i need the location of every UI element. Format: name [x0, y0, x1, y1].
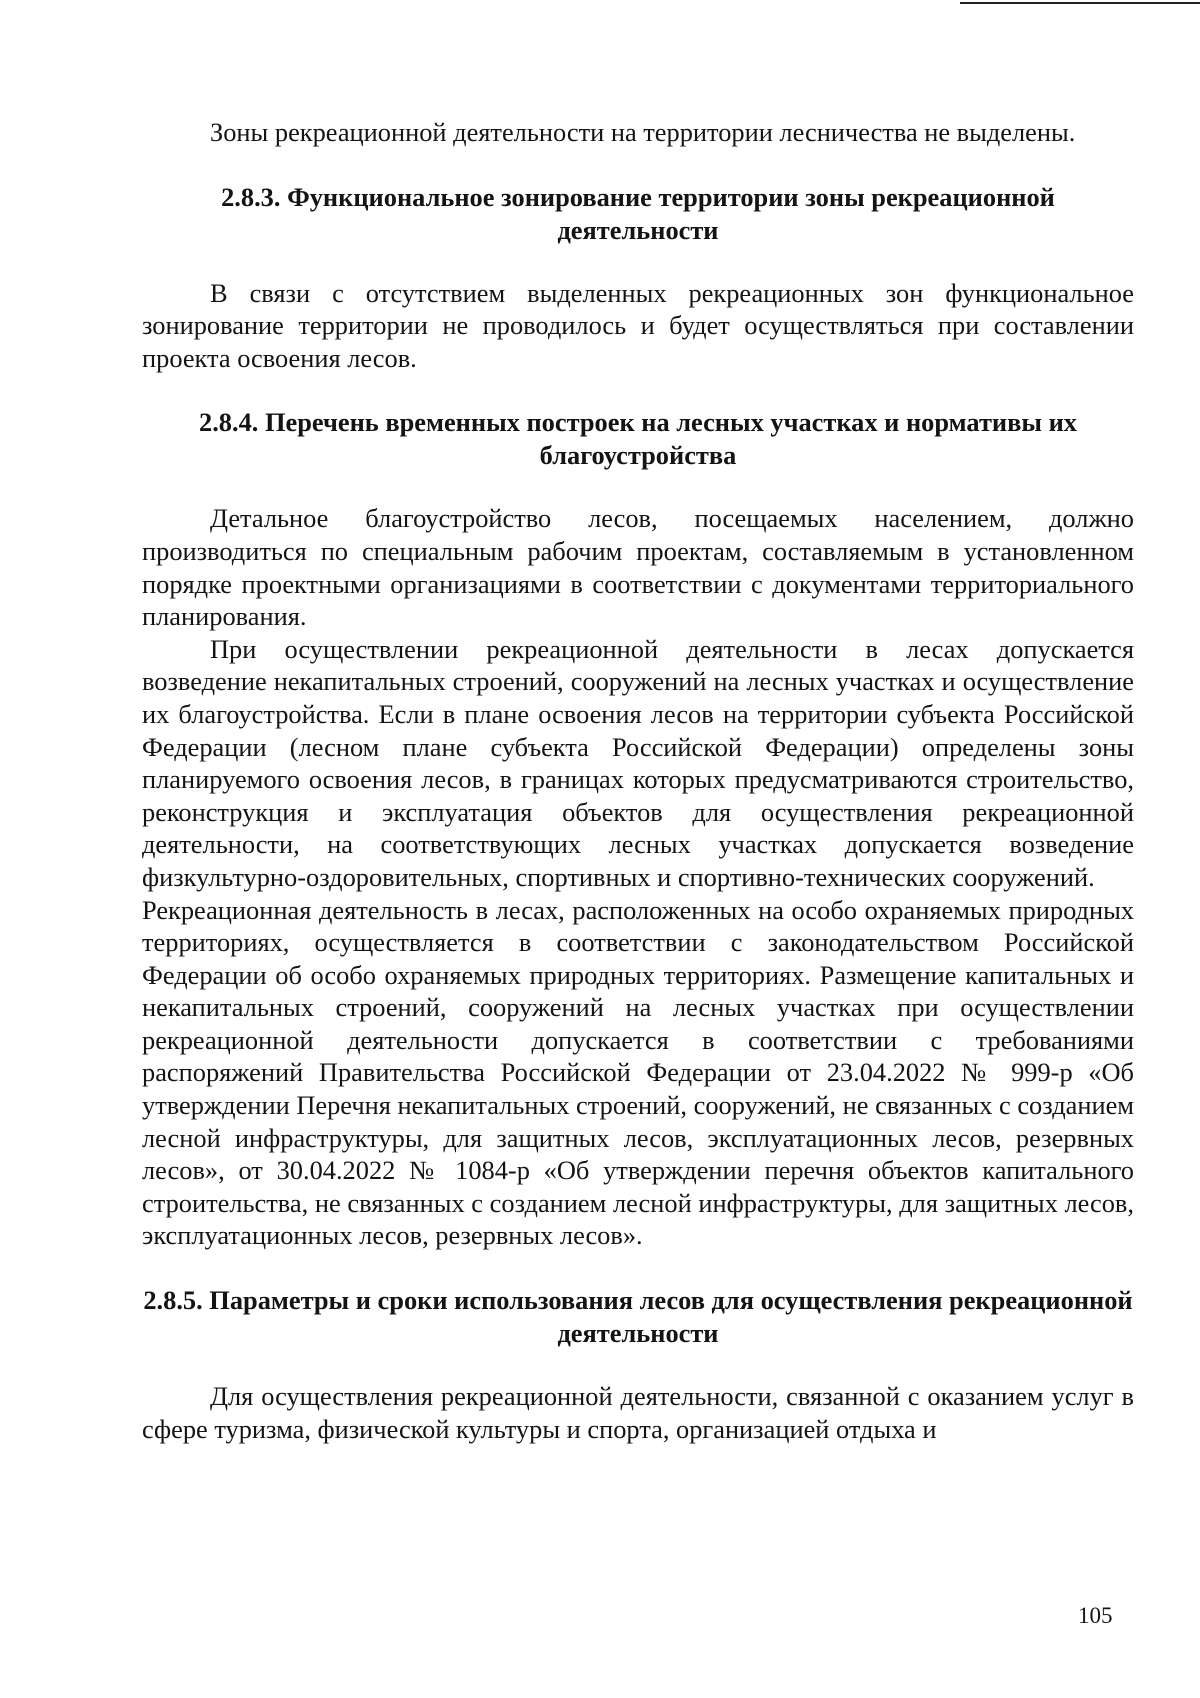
heading-2-8-3: 2.8.3. Функциональное зонирование территории зоны рекреационной деятельности	[221, 181, 1055, 245]
page-number: 105	[1078, 1603, 1113, 1628]
spacer	[142, 1252, 1134, 1284]
paragraph-non-capital-structures: При осуществлении рекреационной деятельности в лесах допускается возведение некапитальных строений, сооружений на лесных участках и осуществление их благоустройства. Если в плане освоения лесов на территории субъекта Российской Федерации (лесном плане субъекта Российской Федерации) определены зоны планируемого освоения лесов, в границах которых предусматриваются строительство, реконструкция и эксплуатация объектов для осуществления рекреационной деятельности, на соответствующих лесных участках допускается возведение физкультурно-оздоровительных, спортивных и спортивно-технических сооружений.	[142, 633, 1134, 892]
spacer	[142, 472, 1134, 502]
paragraph-functional-zoning: В связи с отсутствием выделенных рекреационных зон функциональное зонирование территории не проводилось и будет осуществляться при составлении проекта освоения лесов.	[142, 277, 1134, 373]
spacer	[142, 374, 1134, 406]
heading-2-8-4: 2.8.4. Перечень временных построек на лесных участках и нормативы их благоустройства	[199, 407, 1077, 471]
paragraph-recreation-zones: Зоны рекреационной деятельности на территории лесничества не выделены.	[210, 117, 1076, 147]
spacer	[142, 247, 1134, 277]
spacer	[142, 1350, 1134, 1380]
paragraph-protected-territories: Рекреационная деятельность в лесах, расположенных на особо охраняемых природных территориях, осуществляется в соответствии с законодательством Российской Федерации об особо охраняемых природных территориях. Размещение капитальных и некапитальных строений, сооружений на лесных участках при осуществлении рекреационной деятельности допускается в соответствии с требованиями распоряжений Правительства Российской Федерации от 23.04.2022 № 999-р «Об утверждении Перечня некапитальных строений, сооружений, не связанных с созданием лесной инфраструктуры, для защитных лесов, эксплуатационных лесов, резервных лесов», от 30.04.2022 № 1084-р «Об утверждении перечня объектов капитального строительства, не связанных с созданием лесной инфраструктуры, для защитных лесов, эксплуатационных лесов, резервных лесов».	[142, 894, 1134, 1251]
document-page	[142, 116, 1134, 1445]
top-rule	[960, 2, 1200, 4]
heading-2-8-5: 2.8.5. Параметры и сроки использования лесов для осуществления рекреационной деятельности	[143, 1285, 1133, 1349]
paragraph-recreation-services: Для осуществления рекреационной деятельности, связанной с оказанием услуг в сфере туризма, физической культуры и спорта, организацией отдыха и	[142, 1381, 1134, 1444]
spacer	[142, 149, 1134, 181]
paragraph-detailed-improvement: Детальное благоустройство лесов, посещаемых населением, должно производиться по специальным рабочим проектам, составляемым в установленном порядке проектными организациями в соответствии с документами территориального планирования.	[142, 503, 1134, 632]
